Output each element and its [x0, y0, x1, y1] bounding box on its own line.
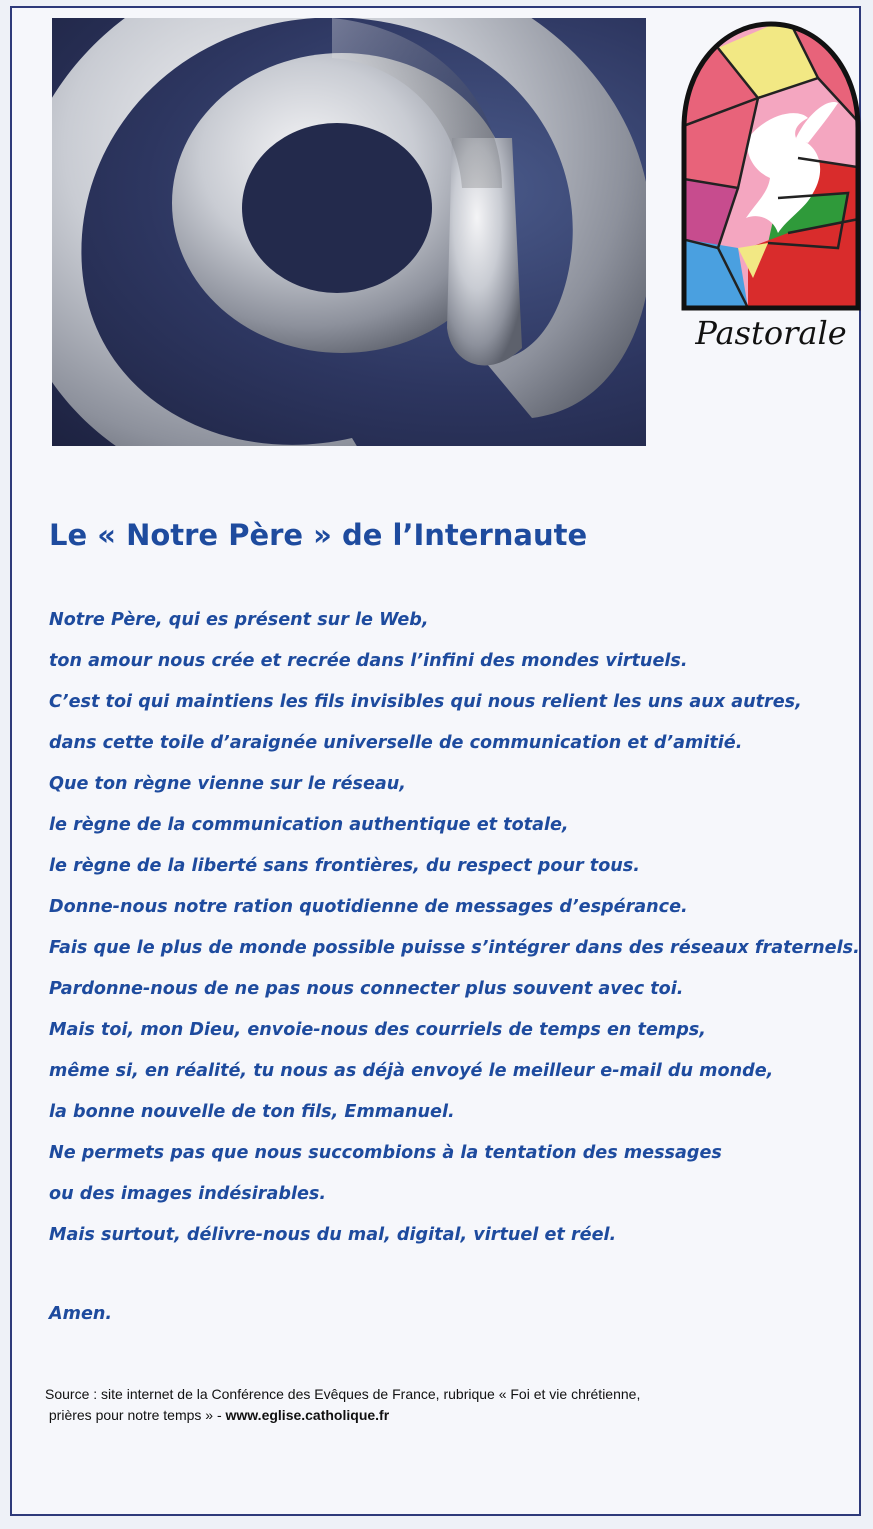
source-line-2-text: prières pour notre temps » -: [45, 1407, 226, 1423]
poem-line: le règne de la communication authentique et totale,: [49, 815, 569, 835]
stained-glass-dove-icon: [678, 18, 864, 318]
pastorale-label: Pastorale: [695, 314, 847, 352]
poem-line: dans cette toile d’araignée universelle de communication et d’amitié.: [49, 733, 743, 753]
poem-amen: Amen.: [49, 1304, 113, 1324]
poem-line: Fais que le plus de monde possible puisse s’intégrer dans des réseaux fraternels.: [49, 938, 860, 958]
poem-line: Mais toi, mon Dieu, envoie-nous des courriels de temps en temps,: [49, 1020, 706, 1040]
source-line-1: Source : site internet de la Conférence des Evêques de France, rubrique « Foi et vie chrétienne,: [45, 1386, 641, 1402]
poem-line: ton amour nous crée et recrée dans l’infini des mondes virtuels.: [49, 651, 688, 671]
source-line-2: [45, 1405, 845, 1426]
poem-line: Donne-nous notre ration quotidienne de messages d’espérance.: [49, 897, 688, 917]
source-note: [45, 1384, 845, 1426]
source-url-link[interactable]: www.eglise.catholique.fr: [225, 1407, 390, 1423]
poem-line: même si, en réalité, tu nous as déjà envoyé le meilleur e-mail du monde,: [49, 1061, 774, 1081]
poem-line: Mais surtout, délivre-nous du mal, digital, virtuel et réel.: [49, 1225, 617, 1245]
pastorale-logo: [678, 18, 864, 358]
page-frame: [10, 6, 861, 1516]
poem-line: Que ton règne vienne sur le réseau,: [49, 774, 406, 794]
poem-line: Ne permets pas que nous succombions à la tentation des messages: [49, 1143, 722, 1163]
at-sign-photo: [52, 18, 646, 446]
poem-line: ou des images indésirables.: [49, 1184, 327, 1204]
poem-line: C’est toi qui maintiens les fils invisibles qui nous relient les uns aux autres,: [49, 692, 802, 712]
poem-line: Pardonne-nous de ne pas nous connecter plus souvent avec toi.: [49, 979, 684, 999]
poem-line: le règne de la liberté sans frontières, du respect pour tous.: [49, 856, 640, 876]
at-sign-icon: [52, 18, 646, 446]
poem-lines: [49, 600, 859, 1256]
poem-line: Notre Père, qui es présent sur le Web,: [49, 610, 429, 630]
poem-title: Le « Notre Père » de l’Internaute: [49, 518, 588, 552]
poem-line: la bonne nouvelle de ton fils, Emmanuel.: [49, 1102, 455, 1122]
